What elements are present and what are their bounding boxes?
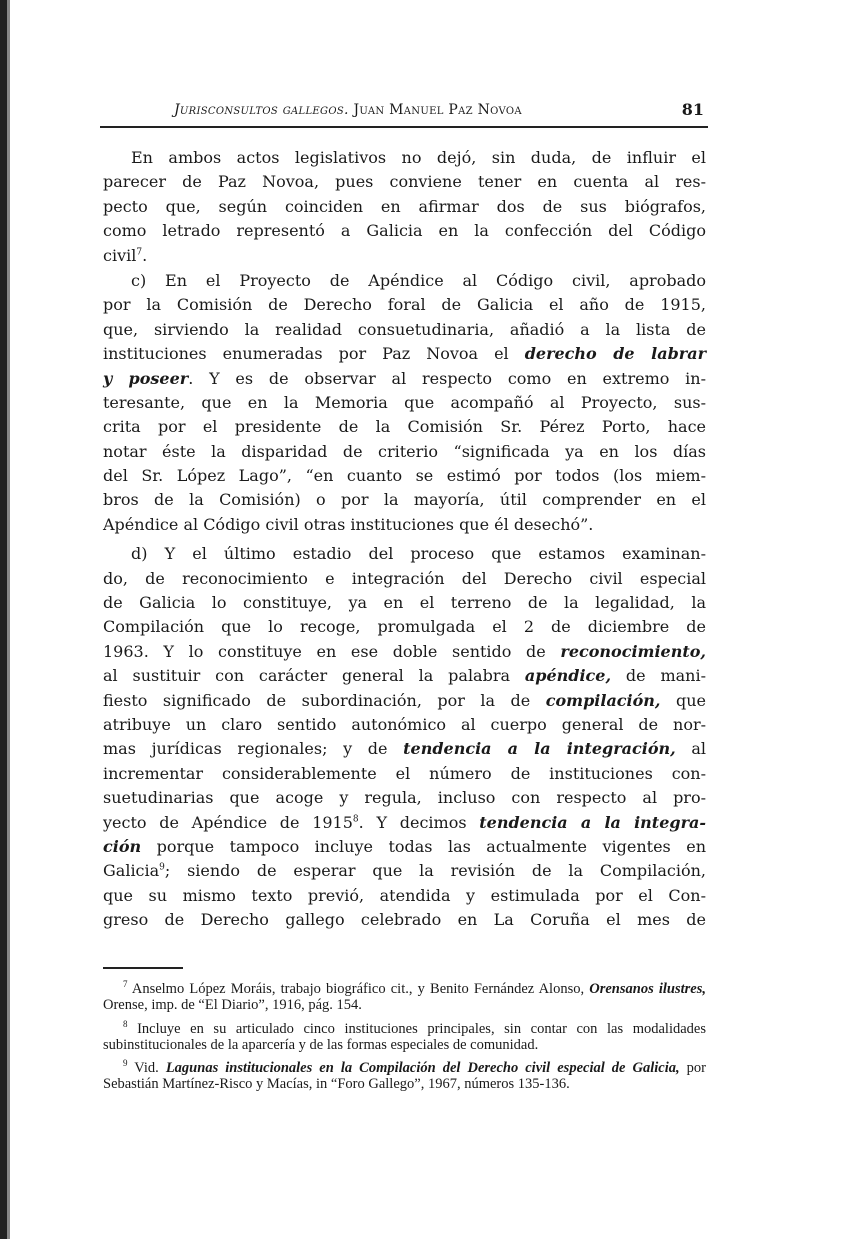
text-run: pecto que, según coinciden en afirmar dos de sus biógrafos, [103, 196, 706, 216]
text-line [103, 811, 706, 835]
text-line [103, 713, 706, 737]
text-line [103, 170, 706, 194]
scan-binding-edge [0, 0, 7, 1239]
text-run: . Y es de observar al respecto como en extremo in- [188, 368, 706, 388]
text-run: que [660, 690, 706, 710]
text-run: greso de Derecho gallego celebrado en La Coruña el mes de [103, 910, 706, 930]
footnote-rule [103, 967, 183, 969]
text-run: que su mismo texto previó, atendida y estimulada por el Con- [103, 885, 706, 905]
text-run: civil [103, 245, 137, 265]
footnote-9 [103, 1060, 706, 1093]
text-run: que, sirviendo la realidad consuetudinaria, añadió a la lista de [103, 319, 706, 339]
text-line [103, 737, 706, 761]
text-line [103, 615, 706, 639]
text-line [103, 591, 706, 615]
text-line [103, 542, 706, 566]
italic-text: Lagunas institucionales en la Compilación del Derecho civil especial de Galicia, [165, 1060, 680, 1077]
text-run: d) Y el último estadio del proceso que estamos examinan- [131, 544, 706, 564]
text-run: atribuye un claro sentido autonómico al cuerpo general de nor- [103, 714, 706, 734]
text-run: teresante, que en la Memoria que acompañó al Proyecto, sus- [103, 392, 706, 412]
text-line [103, 513, 706, 537]
text-run: por Sebastián Martínez-Risco y Macías, in “Foro Gallego”, 1967, números 135-136. [103, 1060, 706, 1093]
text-run: En ambos actos legislativos no dejó, sin duda, de influir el [131, 148, 706, 167]
text-line [103, 640, 706, 664]
text-line [103, 689, 706, 713]
running-head-series: Jurisconsultos gallegos. [174, 102, 349, 118]
text-run: bros de la Comisión) o por la mayoría, útil comprender en el [103, 490, 706, 510]
italic-text: compilación, [545, 690, 661, 710]
text-line [103, 464, 706, 488]
text-run: yecto de Apéndice de 1915 [103, 812, 353, 832]
text-line [103, 567, 706, 591]
italic-text: reconocimiento, [560, 641, 706, 661]
text-line [103, 342, 706, 366]
paragraph [103, 269, 706, 537]
text-run: notar éste la disparidad de criterio “significada ya en los días [103, 441, 706, 461]
text-line [103, 488, 706, 512]
italic-text: ción [103, 836, 142, 856]
text-run: de mani- [611, 666, 707, 686]
footnote-marker[interactable]: 9 [123, 1058, 128, 1069]
text-run: Galicia [103, 861, 160, 881]
running-header [100, 100, 708, 124]
text-line [103, 146, 706, 170]
italic-text: tendencia a la integra- [479, 812, 707, 832]
text-run: Apéndice al Código civil otras instituciones que él desechó”. [103, 514, 594, 534]
text-run: Anselmo López Moráis, trabajo biográfico cit., y Benito Fernández Alonso, [127, 981, 590, 997]
footnote-marker[interactable]: 9 [159, 863, 165, 873]
text-line [103, 219, 706, 243]
text-line [103, 244, 706, 268]
text-line [103, 859, 706, 883]
text-run: suetudinarias que acoge y regula, incluso con respecto al pro- [103, 788, 706, 808]
italic-text: apéndice, [524, 666, 612, 686]
text-run: por la Comisión de Derecho foral de Galicia el año de 1915, [103, 295, 706, 315]
text-line [103, 367, 706, 391]
body-text [103, 146, 706, 933]
text-run: . [142, 245, 148, 265]
text-run: como letrado representó a Galicia en la confección del Código [103, 221, 706, 241]
italic-text: derecho de labrar [524, 344, 706, 364]
text-line [103, 786, 706, 810]
text-run: ; siendo de esperar que la revisión de la Compilación, [164, 861, 706, 881]
paragraph [103, 146, 706, 268]
text-line [103, 415, 706, 439]
text-run: . Y decimos [358, 812, 480, 832]
header-rule [100, 126, 708, 128]
text-line [103, 884, 706, 908]
text-run: de Galicia lo constituye, ya en el terreno de la legalidad, la [103, 593, 706, 613]
text-run: al sustituir con carácter general la palabra [103, 666, 525, 686]
page-number: 81 [681, 100, 704, 119]
text-run: do, de reconocimiento e integración del Derecho civil especial [103, 568, 706, 588]
text-run: del Sr. López Lago”, “en cuanto se estimó por todos (los miem- [103, 466, 706, 486]
text-run: parecer de Paz Novoa, pues conviene tener en cuenta al res- [103, 172, 706, 192]
footnote-8 [103, 1018, 706, 1054]
text-run: fiesto significado de subordinación, por la de [103, 690, 546, 710]
text-run: porque tampoco incluye todas las actualmente vigentes en [141, 836, 706, 856]
text-line [103, 318, 706, 342]
text-line [103, 908, 706, 932]
text-line [103, 293, 706, 317]
text-run: incrementar considerablemente el número de instituciones con- [103, 763, 706, 783]
footnote-7 [103, 981, 706, 1014]
italic-text: tendencia a la integración, [403, 739, 676, 759]
text-run: crita por el presidente de la Comisión Sr. Pérez Porto, hace [103, 417, 706, 437]
text-run: Vid. [127, 1060, 166, 1077]
text-run: Compilación que lo recoge, promulgada el 2 de diciembre de [103, 617, 706, 637]
text-line [103, 269, 706, 293]
italic-text: y poseer [103, 368, 189, 388]
text-run: Incluye en su articulado cinco instituciones principales, sin contar con las modalidades subinstitucionales de la aparcería y de las formas especiales de comunidad. [103, 1020, 706, 1053]
text-run: Orense, imp. de “El Diario”, 1916, pág. 154. [103, 997, 362, 1014]
text-run: c) En el Proyecto de Apéndice al Código civil, aprobado [131, 270, 706, 290]
text-run: instituciones enumeradas por Paz Novoa el [103, 344, 525, 364]
footnotes [103, 981, 706, 1100]
italic-text: Orensanos ilustres, [589, 981, 707, 997]
paragraph [103, 542, 706, 932]
text-line [103, 195, 706, 219]
text-run: al [675, 739, 707, 759]
text-line [103, 440, 706, 464]
footnote-marker[interactable]: 8 [123, 1018, 128, 1029]
footnote-marker[interactable]: 8 [352, 814, 359, 825]
footnote-marker[interactable]: 7 [136, 247, 143, 258]
text-line [103, 664, 706, 688]
scan-binding-shadow [7, 0, 10, 1239]
running-head [174, 102, 522, 118]
text-run: mas jurídicas regionales; y de [103, 739, 404, 759]
text-line [103, 762, 706, 786]
text-run: 1963. Y lo constituye en ese doble sentido de [103, 641, 561, 661]
footnote-marker[interactable]: 7 [123, 979, 128, 990]
text-line [103, 835, 706, 859]
running-head-author: Juan Manuel Paz Novoa [353, 102, 522, 118]
text-line [103, 391, 706, 415]
